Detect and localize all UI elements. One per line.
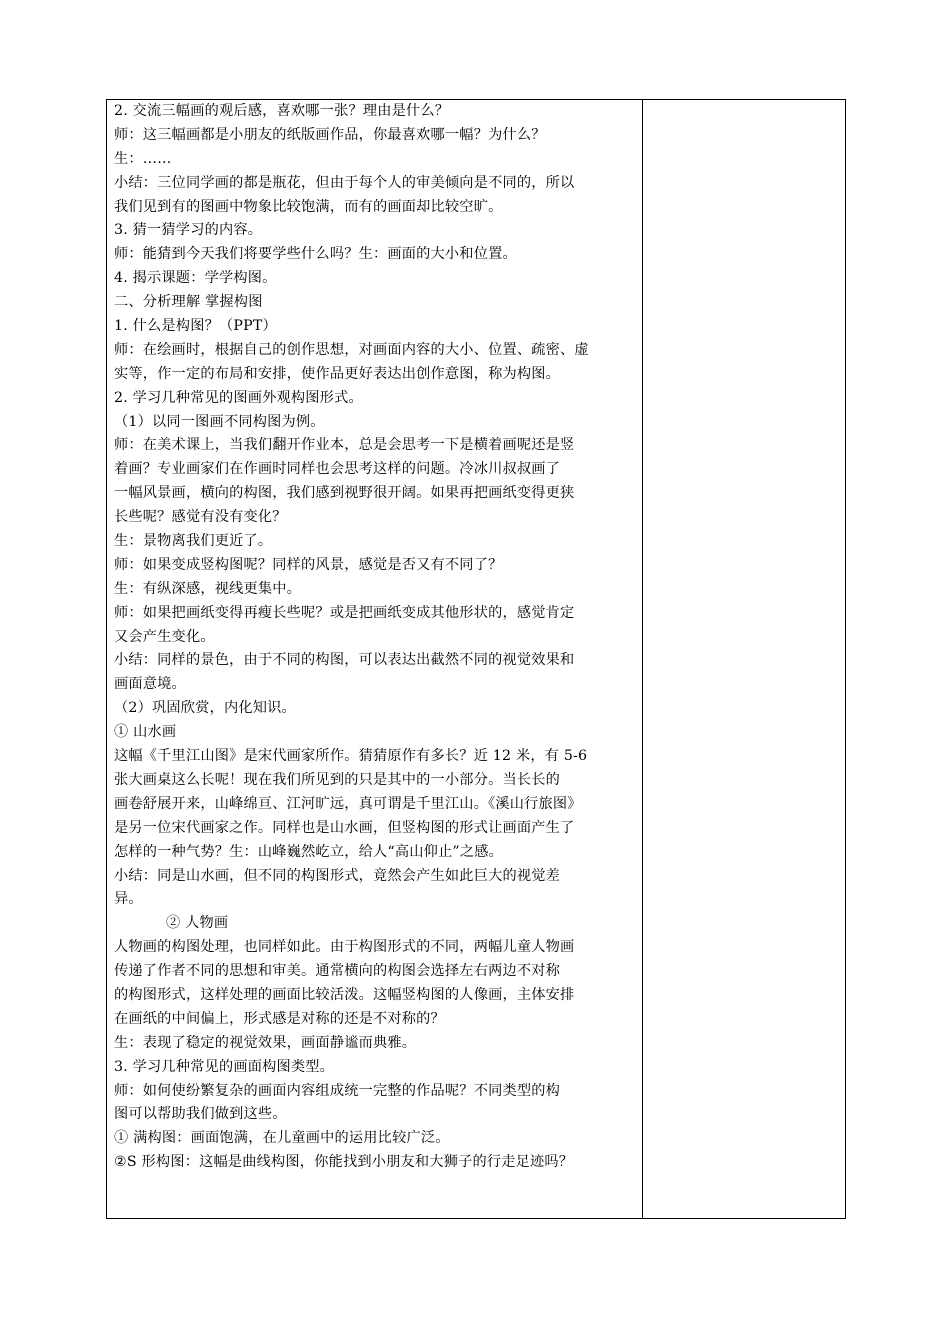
text-line: 师：如何使纷繁复杂的画面内容组成统一完整的作品呢？不同类型的构 bbox=[114, 1082, 561, 1099]
lesson-text bbox=[114, 100, 642, 1175]
notes-column bbox=[643, 100, 845, 1218]
text-line: 2. 学习几种常见的图画外观构图形式。 bbox=[114, 389, 363, 406]
text-line: 画面意境。 bbox=[114, 676, 186, 693]
text-line: 师：这三幅画都是小朋友的纸版画作品，你最喜欢哪一幅？为什么？ bbox=[114, 126, 546, 143]
text-line: 生：表现了稳定的视觉效果，画面静谧而典雅。 bbox=[114, 1034, 417, 1051]
text-line: 我们见到有的图画中物象比较饱满，而有的画面却比较空旷。 bbox=[114, 198, 503, 215]
text-line: ② 人物画 bbox=[166, 915, 229, 932]
text-line: 生：有纵深感，视线更集中。 bbox=[114, 580, 302, 597]
text-line: 师：在美术课上，当我们翻开作业本，总是会思考一下是横着画呢还是竖 bbox=[114, 437, 575, 454]
text-line: 生：景物离我们更近了。 bbox=[114, 533, 273, 550]
lesson-table bbox=[106, 99, 846, 1219]
text-line: ① 山水画 bbox=[114, 724, 177, 741]
text-line: 2. 交流三幅画的观后感，喜欢哪一张？理由是什么？ bbox=[114, 103, 450, 119]
text-line: 这幅《千里江山图》是宋代画家所作。猜猜原作有多长？近 12 米，有 5-6 bbox=[114, 748, 588, 765]
content-column bbox=[107, 100, 643, 1218]
text-line: 师：如果变成竖构图呢？同样的风景，感觉是否又有不同了？ bbox=[114, 556, 503, 573]
text-line: 1. 什么是构图？（PPT） bbox=[114, 318, 277, 335]
text-line: 二、分析理解 掌握构图 bbox=[114, 294, 263, 311]
text-line: 师：如果把画纸变得再瘦长些呢？或是把画纸变成其他形状的，感觉肯定 bbox=[114, 604, 575, 621]
text-line: （1）以同一图画不同构图为例。 bbox=[114, 413, 325, 430]
text-line: 小结：同样的景色，由于不同的构图，可以表达出截然不同的视觉效果和 bbox=[114, 652, 575, 669]
text-line: 一幅风景画，横向的构图，我们感到视野很开阔。如果再把画纸变得更狭 bbox=[114, 485, 575, 502]
text-line: 是另一位宋代画家之作。同样也是山水画，但竖构图的形式让画面产生了 bbox=[114, 819, 575, 836]
text-line: 师：能猜到今天我们将要学些什么吗？生：画面的大小和位置。 bbox=[114, 246, 517, 263]
text-line: 人物画的构图处理，也同样如此。由于构图形式的不同，两幅儿童人物画 bbox=[114, 939, 575, 956]
text-line: 图可以帮助我们做到这些。 bbox=[114, 1106, 287, 1123]
text-line: 4. 揭示课题：学学构图。 bbox=[114, 270, 277, 287]
text-line: 又会产生变化。 bbox=[114, 628, 215, 645]
text-line: 小结：三位同学画的都是瓶花，但由于每个人的审美倾向是不同的，所以 bbox=[114, 174, 575, 191]
text-line: 在画纸的中间偏上，形式感是对称的还是不对称的？ bbox=[114, 1010, 445, 1027]
text-line: 怎样的一种气势？生：山峰巍然屹立，给人“高山仰止”之感。 bbox=[114, 843, 503, 860]
text-line: 小结：同是山水画，但不同的构图形式，竟然会产生如此巨大的视觉差 bbox=[114, 867, 561, 884]
text-line: ① 满构图：画面饱满，在儿童画中的运用比较广泛。 bbox=[114, 1130, 450, 1147]
text-line: 师：在绘画时，根据自己的创作思想，对画面内容的大小、位置、疏密、虚 bbox=[114, 341, 589, 358]
text-line: 异。 bbox=[114, 891, 143, 908]
text-line: 着画？专业画家们在作画时同样也会思考这样的问题。冷冰川叔叔画了 bbox=[114, 461, 561, 478]
text-line: （2）巩固欣赏，内化知识。 bbox=[114, 700, 296, 717]
text-line: 实等，作一定的布局和安排，使作品更好表达出创作意图，称为构图。 bbox=[114, 365, 561, 382]
text-line: 传递了作者不同的思想和审美。通常横向的构图会选择左右两边不对称 bbox=[114, 963, 561, 980]
text-line: 画卷舒展开来，山峰绵亘、江河旷远，真可谓是千里江山。《溪山行旅图》 bbox=[114, 795, 582, 812]
text-line: ②S 形构图：这幅是曲线构图，你能找到小朋友和大狮子的行走足迹吗？ bbox=[114, 1154, 574, 1171]
text-line: 的构图形式，这样处理的画面比较活泼。这幅竖构图的人像画，主体安排 bbox=[114, 986, 575, 1003]
text-line: 张大画桌这么长呢！现在我们所见到的只是其中的一小部分。当长长的 bbox=[114, 771, 561, 788]
text-line: 3. 猜一猜学习的内容。 bbox=[114, 222, 263, 239]
text-line: 3. 学习几种常见的画面构图类型。 bbox=[114, 1058, 335, 1075]
text-line: 生：…… bbox=[114, 150, 172, 167]
text-line: 长些呢？感觉有没有变化？ bbox=[114, 509, 287, 526]
